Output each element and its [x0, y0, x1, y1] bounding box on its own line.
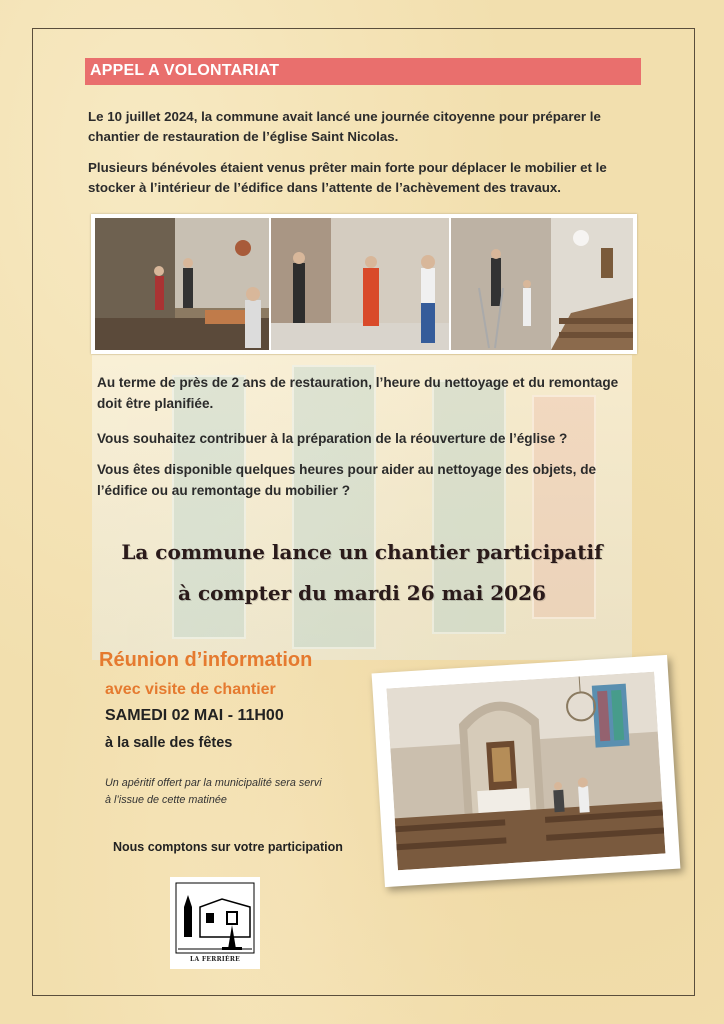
title-banner [85, 58, 641, 85]
church-interior-photo [372, 655, 681, 887]
meeting-place: à la salle des fêtes [105, 735, 233, 751]
meeting-date: SAMEDI 02 MAI - 11H00 [105, 707, 284, 724]
headline-line-1: La commune lance un chantier participatif [121, 540, 603, 564]
closing-note: Nous comptons sur votre participation [113, 840, 343, 854]
body-paragraph-2: Vous souhaitez contribuer à la préparation de la réouverture de l’église ? [97, 431, 568, 446]
photo-volunteers-2 [271, 218, 449, 350]
volunteer-photo-strip [91, 214, 637, 354]
photo-volunteers-1 [95, 218, 269, 350]
intro-paragraph-2: Plusieurs bénévoles étaient venus prêter main forte pour déplacer le mobilier et le stocker à l’intérieur de l’édifice dans l’attente de l’achèvement des travaux. [88, 160, 607, 195]
aperitif-line-2: à l’issue de cette matinée [105, 794, 227, 806]
meeting-title: Réunion d’information [99, 649, 313, 671]
aperitif-line-1: Un apéritif offert par la municipalité sera servi [105, 777, 322, 789]
photo-volunteers-3 [451, 218, 633, 350]
body-paragraph-1: Au terme de près de 2 ans de restauration, l’heure du nettoyage et du remontage doit être planifiée. [97, 375, 619, 411]
logo-caption: LA FERRIÈRE [189, 956, 240, 963]
headline-line-2: à compter du mardi 26 mai 2026 [178, 581, 546, 605]
meeting-subtitle: avec visite de chantier [105, 681, 276, 698]
page-title: APPEL A VOLONTARIAT [90, 62, 280, 79]
aperitif-note [105, 775, 365, 809]
body-paragraph-3: Vous êtes disponible quelques heures pour aider au nettoyage des objets, de l’édifice ou au remontage du mobilier ? [97, 462, 597, 498]
la-ferriere-logo [170, 877, 260, 969]
intro-paragraph-1: Le 10 juillet 2024, la commune avait lancé une journée citoyenne pour préparer le chantier de restauration de l’église Saint Nicolas. [88, 109, 601, 144]
